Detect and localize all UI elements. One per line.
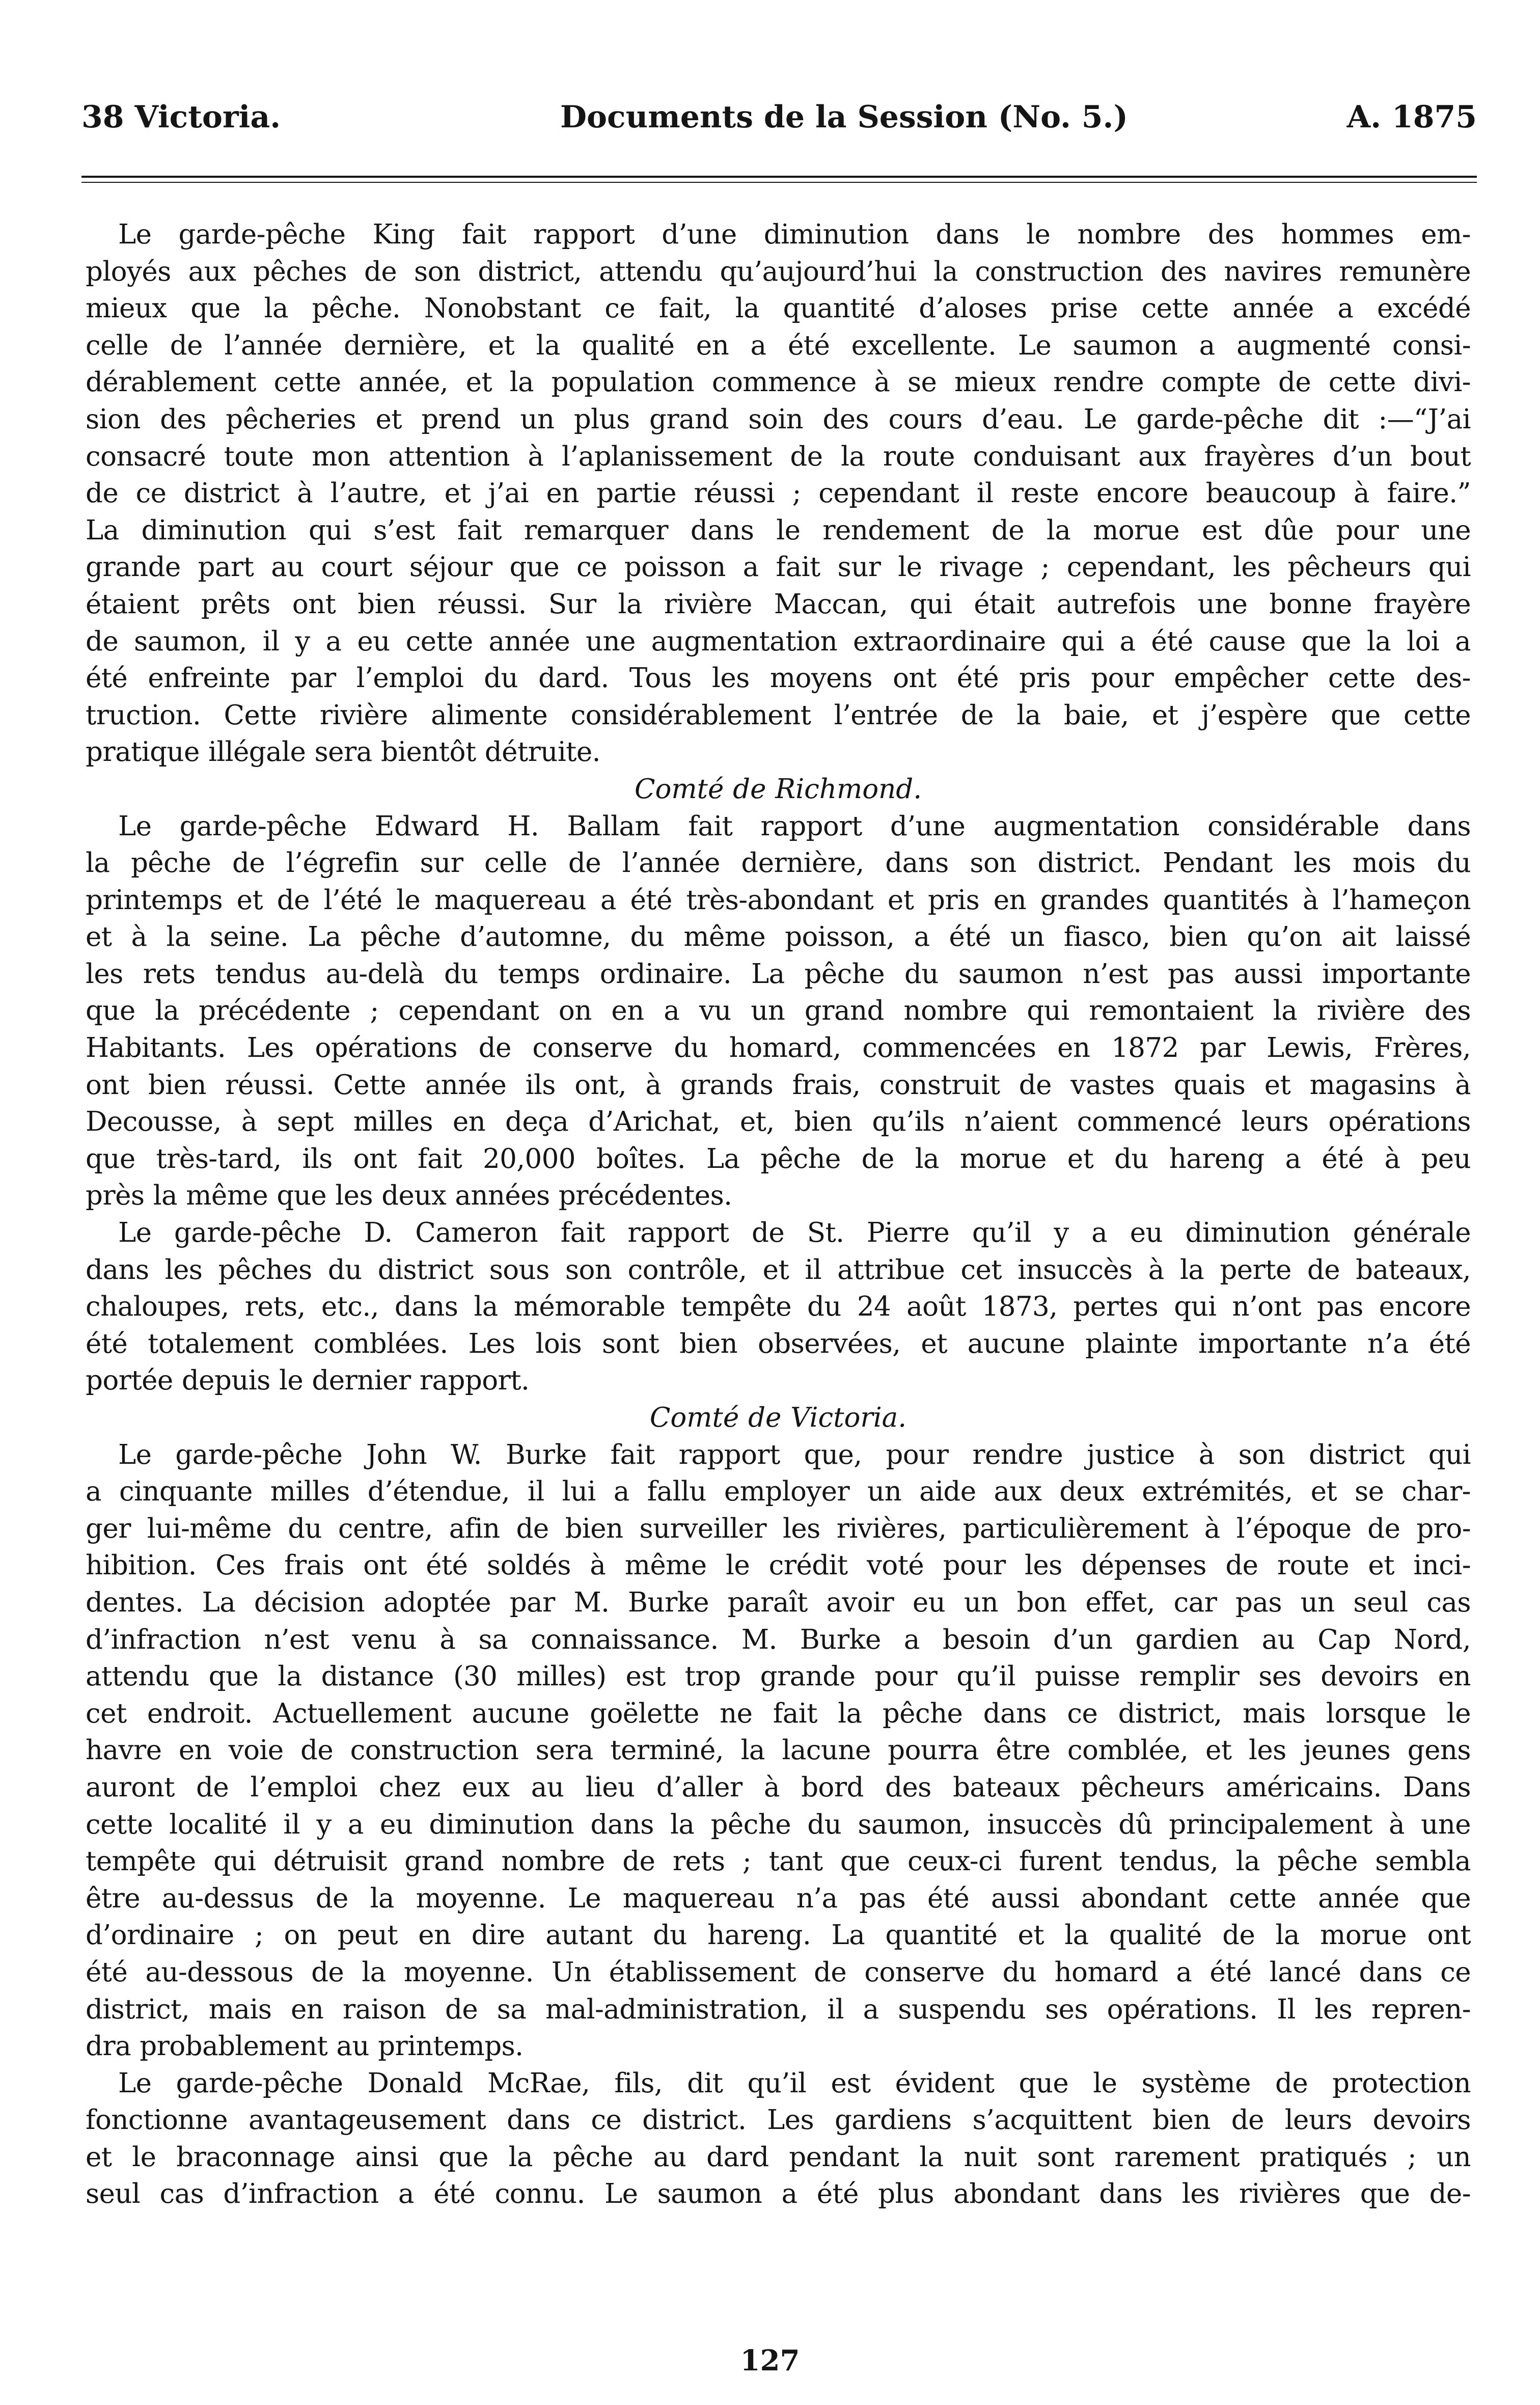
- text-line: ployés aux pêches de son district, attendu qu’aujourd’hui la construction des navires remunère: [86, 256, 1471, 287]
- text-line: attendu que la distance (30 milles) est trop grande pour qu’il puisse remplir ses devoirs en: [86, 1661, 1471, 1692]
- text-line: celle de l’année dernière, et la qualité en a été excellente. Le saumon a augmenté consi-: [86, 330, 1471, 361]
- text-line: fonctionne avantageusement dans ce district. Les gardiens s’acquittent bien de leurs devoirs: [86, 2105, 1471, 2136]
- text-line: ont bien réussi. Cette année ils ont, à grands frais, construit de vastes quais et magasins à: [86, 1069, 1471, 1101]
- text-line: et le braconnage ainsi que la pêche au dard pendant la nuit sont rarement pratiqués ; un: [86, 2141, 1471, 2173]
- text-line: près la même que les deux années précédentes.: [86, 1180, 732, 1212]
- text-line: été au-dessous de la moyenne. Un établissement de conserve du homard a été lancé dans ce: [86, 1956, 1471, 1988]
- text-line: dentes. La décision adoptée par M. Burke paraît avoir eu un bon effet, car pas un seul cas: [86, 1587, 1471, 1618]
- text-line: Decousse, à sept milles en deça d’Arichat, et, bien qu’ils n’aient commencé leurs opérations: [86, 1106, 1471, 1138]
- page-number: 127: [740, 2344, 800, 2377]
- text-line: étaient prêts ont bien réussi. Sur la rivière Maccan, qui était autrefois une bonne frayère: [86, 588, 1471, 620]
- text-line: dans les pêches du district sous son contrôle, et il attribue cet insuccès à la perte de bateaux,: [86, 1254, 1471, 1286]
- text-line: hibition. Ces frais ont été soldés à même le crédit voté pour les dépenses de route et inci-: [86, 1550, 1471, 1581]
- text-line: été totalement comblées. Les lois sont bien observées, et aucune plainte importante n’a été: [86, 1328, 1471, 1359]
- text-line: de ce district à l’autre, et j’ai en partie réussi ; cependant il reste encore beaucoup à faire.”: [86, 478, 1471, 509]
- text-line: tempête qui détruisit grand nombre de rets ; tant que ceux-ci furent tendus, la pêche sembla: [86, 1846, 1471, 1877]
- text-line: truction. Cette rivière alimente considérablement l’entrée de la baie, et j’espère que cette: [86, 699, 1471, 731]
- text-line: être au-dessus de la moyenne. Le maquereau n’a pas été aussi abondant cette année que: [86, 1882, 1471, 1914]
- header-rule-thick: [81, 176, 1477, 178]
- section-heading-victoria: Comté de Victoria.: [649, 1402, 907, 1433]
- text-line: dra probablement au printemps.: [86, 2031, 524, 2062]
- text-line: d’infraction n’est venu à sa connaissance. M. Burke a besoin d’un gardien au Cap Nord,: [86, 1624, 1471, 1655]
- header-rule-thin: [81, 182, 1477, 183]
- text-line: et à la seine. La pêche d’automne, du même poisson, a été un fiasco, bien qu’on ait laissé: [86, 921, 1471, 953]
- text-line: cet endroit. Actuellement aucune goëlette ne fait la pêche dans ce district, mais lorsque le: [86, 1698, 1471, 1729]
- text-line: Le garde-pêche King fait rapport d’une diminution dans le nombre des hommes em-: [118, 219, 1471, 250]
- text-line: grande part au court séjour que ce poisson a fait sur le rivage ; cependant, les pêcheurs qui: [86, 552, 1471, 583]
- text-line: havre en voie de construction sera terminé, la lacune pourra être comblée, et les jeunes gens: [86, 1735, 1471, 1766]
- section-heading-richmond: Comté de Richmond.: [634, 773, 922, 805]
- text-line: de saumon, il y a eu cette année une augmentation extraordinaire qui a été cause que la loi a: [86, 625, 1471, 657]
- text-line: mieux que la pêche. Nonobstant ce fait, la quantité d’aloses prise cette année a excédé: [86, 293, 1471, 324]
- text-line: a cinquante milles d’étendue, il lui a fallu employer un aide aux deux extrémités, et se char-: [86, 1476, 1471, 1508]
- text-line: que la précédente ; cependant on en a vu un grand nombre qui remontaient la rivière des: [86, 995, 1471, 1027]
- text-line: seul cas d’infraction a été connu. Le saumon a été plus abondant dans les rivières que de-: [86, 2178, 1471, 2210]
- text-line: cette localité il y a eu diminution dans la pêche du saumon, insuccès dû principalement à une: [86, 1809, 1471, 1840]
- text-line: pratique illégale sera bientôt détruite.: [86, 736, 600, 768]
- text-line: chaloupes, rets, etc., dans la mémorable tempête du 24 août 1873, pertes qui n’ont pas encore: [86, 1291, 1471, 1323]
- text-line: Le garde-pêche John W. Burke fait rapport que, pour rendre justice à son district qui: [118, 1439, 1471, 1470]
- text-line: la pêche de l’égrefin sur celle de l’année dernière, dans son district. Pendant les mois du: [86, 848, 1471, 879]
- text-line: printemps et de l’été le maquereau a été très-abondant et pris en grandes quantités à l’hameçon: [86, 884, 1471, 916]
- text-line: La diminution qui s’est fait remarquer dans le rendement de la morue est dûe pour une: [86, 514, 1471, 546]
- text-line: Le garde-pêche Donald McRae, fils, dit qu’il est évident que le système de protection: [118, 2067, 1471, 2099]
- text-line: district, mais en raison de sa mal-administration, il a suspendu ses opérations. Il les repren-: [86, 1993, 1471, 2025]
- text-line: auront de l’emploi chez eux au lieu d’aller à bord des bateaux pêcheurs américains. Dans: [86, 1771, 1471, 1803]
- running-header: [81, 97, 1477, 138]
- header-year: A. 1875: [1346, 99, 1477, 135]
- text-line: sion des pêcheries et prend un plus grand soin des cours d’eau. Le garde-pêche dit :—“J’ai: [86, 403, 1471, 435]
- text-line: les rets tendus au-delà du temps ordinaire. La pêche du saumon n’est pas aussi importante: [86, 958, 1471, 990]
- text-line: Le garde-pêche D. Cameron fait rapport de St. Pierre qu’il y a eu diminution générale: [118, 1217, 1471, 1249]
- header-title: Documents de la Session (No. 5.): [560, 99, 1128, 135]
- text-line: dérablement cette année, et la population commence à se mieux rendre compte de cette divi-: [86, 367, 1471, 398]
- text-line: été enfreinte par l’emploi du dard. Tous les moyens ont été pris pour empêcher cette des-: [86, 663, 1471, 694]
- text-line: que très-tard, ils ont fait 20,000 boîtes. La pêche de la morue et du hareng a été à peu: [86, 1143, 1471, 1174]
- header-volume: 38 Victoria.: [81, 99, 281, 135]
- text-line: portée depuis le dernier rapport.: [86, 1365, 530, 1397]
- text-line: Habitants. Les opérations de conserve du homard, commencées en 1872 par Lewis, Frères,: [86, 1032, 1471, 1064]
- text-line: Le garde-pêche Edward H. Ballam fait rapport d’une augmentation considérable dans: [118, 810, 1471, 842]
- body-text: [86, 216, 1471, 2213]
- text-line: ger lui-même du centre, afin de bien surveiller les rivières, particulièrement à l’époque de pro-: [86, 1513, 1471, 1544]
- text-line: d’ordinaire ; on peut en dire autant du hareng. La quantité et la qualité de la morue ont: [86, 1920, 1471, 1951]
- text-line: consacré toute mon attention à l’aplanissement de la route conduisant aux frayères d’un bout: [86, 441, 1471, 472]
